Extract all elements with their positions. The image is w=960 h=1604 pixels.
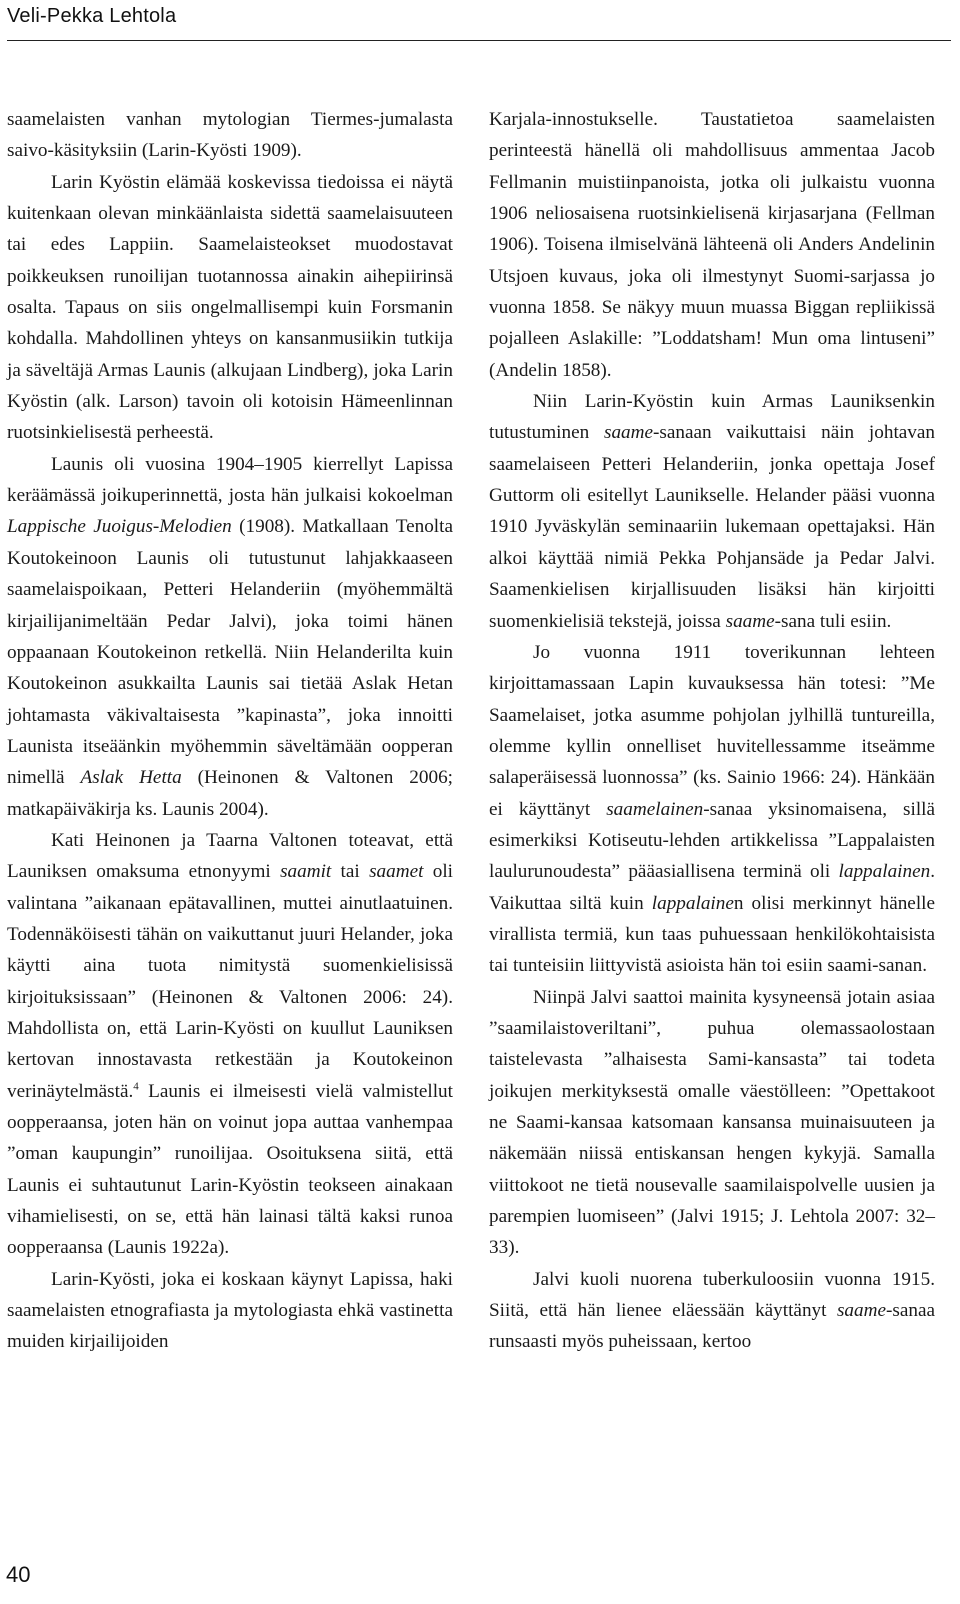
paragraph: Larin Kyöstin elämää koskevissa tiedoissa ei näytä kuitenkaan olevan minkäänlaista sidettä saamelaisuuteen tai edes Lappiin. Saamelaisteokset muodostavat poikkeuksen runoilijan tuotannossa ainakin aihepiirinsä osalta. Tapaus on siis ongelmallisempi kuin Forsmanin kohdalla. Mahdollinen yhteys on kansanmusiikin tutkija ja säveltäjä Armas Launis (alkujaan Lindberg), joka Larin Kyöstin (alk. Larson) tavoin oli kotoisin Hämeenlinnan ruotsinkielisestä perheestä. [7,171,453,444]
opera-title: Aslak Hetta [80,767,182,789]
paragraph: Niinpä Jalvi saattoi mainita kysyneensä jotain asiaa ”saamilaistoveriltani”, puhua olemassaolostaan taistelevasta ”alhaisesta Sami-kansasta” tai todeta joikujen merkityksestä omalle väestölleen: ”Opettakoot ne Saami-kansaa katsomaan kansansa muinaisuuteen ja näkemään niissä entiskansan hengen kykyjä. Samalla viittokoot ne tietä nousevalle saamilaispolvelle uusien ja parempien luomiseen” (Jalvi 1915; J. Lehtola 2007: 32–33). [489,986,935,1259]
author-name: Veli-Pekka Lehtola [7,5,177,27]
paragraph: Karjala-innostukselle. Taustatietoa saamelaisten perinteestä hänellä oli mahdollisuus ammentaa Jacob Fellmanin muistiinpanoista, jotka oli julkaistu vuonna 1906 neliosaisena ruotsinkielisenä kirjasarjana (Fellman 1906). Toisena ilmiselvänä lähteenä oli Anders Andelinin Utsjoen kuvaus, joka oli ilmestynyt Suomi-sarjassa jo vuonna 1858. Se näkyy muun muassa Biggan repliikissä pojalleen Aslakille: ”Loddatsham! Mun oma lintuseni” (Andelin 1858). [489,109,935,381]
footnote-marker: 4 [133,1080,139,1093]
paragraph: Launis oli vuosina 1904–1905 kierrellyt Lapissa keräämässä joikuperinnettä, josta hän julkaisi kokoelman Lappische Juoigus-Melodien (1908). Matkallaan Tenolta Koutokeinoon Launis oli tutustunut lahjakkaaseen saamelaispoikaan, Petteri Helanderiin (myöhemmältä kirjailijanimeltään Pedar Jalvi), joka toimi hänen oppaanaan Koutokeinon retkellä. Niin Helanderilta kuin Koutokeinon asukkailta Launis sai tietää Aslak Hetan johtamasta väkivaltaisesta ”kapinasta”, joka innoitti Launista itseäänkin myöhemmin säveltämään oopperan nimellä Aslak Hetta (Heinonen & Valtonen 2006; matkapäiväkirja ks. Launis 2004). [7,453,453,820]
right-column [489,104,935,1358]
paragraph: saamelaisten vanhan mytologian Tiermes-jumalasta saivo-käsityksiin (Larin-Kyösti 1909). [7,109,453,162]
running-header [7,0,951,41]
left-column [7,104,453,1358]
page-number: 40 [6,1562,31,1587]
paragraph: Larin-Kyösti, joka ei koskaan käynyt Lapissa, haki saamelaisten etnografiasta ja mytologiasta ehkä vastinetta muiden kirjailijoiden [7,1268,453,1353]
paragraph: Jalvi kuoli nuorena tuberkuloosiin vuonna 1915. Siitä, että hän lienee eläessään käyttänyt saame-sanaa runsaasti myös puheissaan, kertoo [489,1268,935,1353]
paragraph: Niin Larin-Kyöstin kuin Armas Launiksenkin tutustuminen saame-sanaan vaikuttaisi näin johtavan saamelaiseen Petteri Helanderiin, jonka opettaja Josef Guttorm oli esitellyt Launikselle. Helander pääsi vuonna 1910 Jyväskylän seminaariin lukemaan opettajaksi. Hän alkoi käyttää nimiä Pekka Pohjansäde ja Pedar Jalvi. Saamenkielisen kirjallisuuden lisäksi hän kirjoitti suomenkielisiä tekstejä, joissa saame-sana tuli esiin. [489,391,935,632]
book-title: Lappische Juoigus-Melodien [7,516,232,538]
paragraph: Jo vuonna 1911 toverikunnan lehteen kirjoittamassaan Lapin kuvauksessa hän totesi: ”Me Saamelaiset, jotka asumme pohjolan jylhillä tuntureilla, olemme kyllin onnelliset huvitellessamme itseämme salaperäisessä luonnossa” (ks. Sainio 1966: 24). Hänkään ei käyttänyt saamelainen-sanaa yksinomaisena, sillä esimerkiksi Kotiseutu-lehden artikkelissa ”Lappalaisten laulurunoudesta” pääasiallisena terminä oli lappalainen. Vaikuttaa siltä kuin lappalainen olisi merkinnyt hänelle virallista termiä, kun taas puhuessaan henkilökohtaisista tai tunteisiin liittyvistä asioista hän toi esiin saami-sanan. [489,641,935,977]
paragraph: Kati Heinonen ja Taarna Valtonen toteavat, että Launiksen omaksuma etnonyymi saamit tai saamet oli valintana ”aikanaan epätavallinen, muttei ainutlaatuinen. Todennäköisesti tähän on vaikuttanut juuri Helander, joka käytti aina tuota nimitystä suomenkielisissä kirjoituksissaan” (Heinonen & Valtonen 2006: 24). Mahdollista on, että Larin-Kyösti on kuullut Launiksen kertovan innostavasta retkestään ja Koutokeinon verinäytelmästä.$^4$ Launis ei ilmeisesti vielä valmistellut oopperaansa, joten hän on voinut jopa auttaa vanhempaa ”oman kaupungin” runoilijaa. Osoituksena siitä, että Launis ei suhtautunut Larin-Kyöstin teokseen ainakaan vihamielisesti, on se, että hän lainasi tältä kaksi runoa oopperaansa (Launis 1922a). [7,829,453,1259]
